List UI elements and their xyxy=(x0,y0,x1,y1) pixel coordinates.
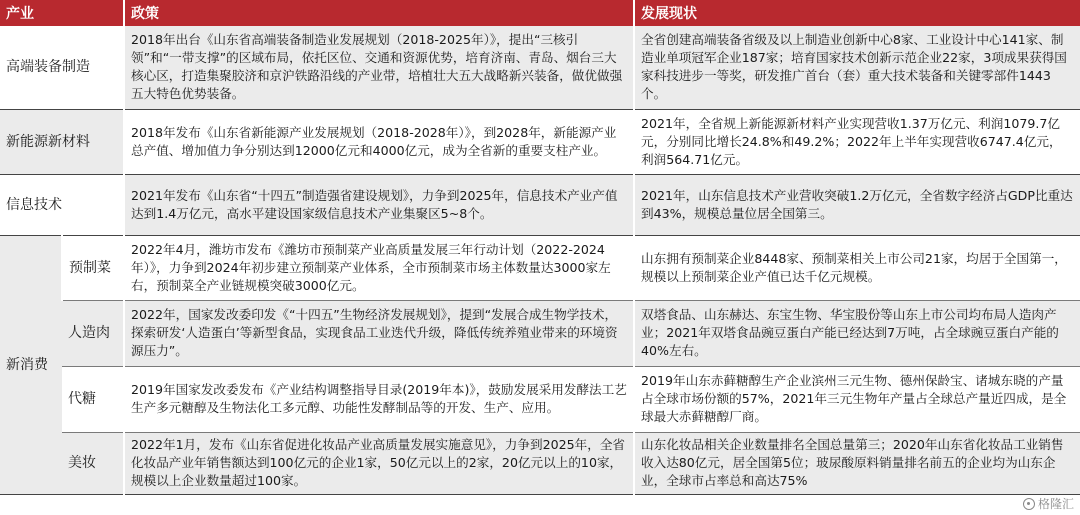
watermark-text: 格隆汇 xyxy=(1037,497,1074,511)
policy-cell: 2022年4月，潍坊市发布《潍坊市预制菜产业高质量发展三年行动计划（2022-2024年）》，力争到2024年初步建立预制菜产业体系，全市预制菜市场主体数量达3000家左右，预制菜全产业链规模突破3000亿元。 xyxy=(124,235,634,300)
group-industry-cell: 新消费 xyxy=(0,235,62,494)
table-row xyxy=(0,432,1080,494)
sub-industry-cell: 预制菜 xyxy=(62,235,124,300)
industry-cell: 高端装备制造 xyxy=(0,26,124,109)
status-cell: 全省创建高端装备省级及以上制造业创新中心8家、工业设计中心141家、制造业单项冠军企业187家；培育国家技术创新示范企业22家，3项成果获得国家科技进步一等奖，研发推广首台（套）重大技术装备和关键零部件1443个。 xyxy=(634,26,1080,109)
policy-cell: 2019年国家发改委发布《产业结构调整指导目录(2019年本)》，鼓励发展采用发酵法工艺生产多元糖醇及生物法化工多元醇、功能性发酵制品等的开发、生产、应用。 xyxy=(124,366,634,432)
policy-cell: 2018年出台《山东省高端装备制造业发展规划（2018-2025年）》，提出“三核引领”和“一带支撑”的区域布局，依托区位、交通和资源优势，培育济南、青岛、烟台三大核心区，打造集聚胶济和京沪铁路沿线的产业带，培植壮大五大战略新兴装备，做优做强五大特色优势装备。 xyxy=(124,26,634,109)
header-industry: 产业 xyxy=(0,0,124,26)
industry-cell: 信息技术 xyxy=(0,174,124,235)
table-row xyxy=(0,366,1080,432)
table-header-row xyxy=(0,0,1080,26)
sub-industry-cell: 代糖 xyxy=(62,366,124,432)
policy-cell: 2022年1月，发布《山东省促进化妆品产业高质量发展实施意见》，力争到2025年，全省化妆品产业年销售额达到100亿元的企业1家，50亿元以上的2家，20亿元以上的10家，规模以上企业数量超过100家。 xyxy=(124,432,634,494)
policy-cell: 2018年发布《山东省新能源产业发展规划（2018-2028年）》，到2028年，新能源产业总产值、增加值力争分别达到12000亿元和4000亿元，成为全省新的重要支柱产业。 xyxy=(124,109,634,174)
industry-cell: 新能源新材料 xyxy=(0,109,124,174)
status-cell: 2019年山东赤藓糖醇生产企业滨州三元生物、德州保龄宝、诸城东晓的产量占全球市场份额的57%，2021年三元生物年产量占全球总产量近四成，是全球最大赤藓糖醇厂商。 xyxy=(634,366,1080,432)
table-row xyxy=(0,109,1080,174)
status-cell: 双塔食品、山东赫达、东宝生物、华宝股份等山东上市公司均布局人造肉产业；2021年双塔食品豌豆蛋白产能已经达到7万吨，占全球豌豆蛋白产能的40%左右。 xyxy=(634,300,1080,366)
table-row xyxy=(0,235,1080,300)
table-row xyxy=(0,26,1080,109)
table-row xyxy=(0,174,1080,235)
status-cell: 2021年，山东信息技术产业营收突破1.2万亿元，全省数字经济占GDP比重达到43%，规模总量位居全国第三。 xyxy=(634,174,1080,235)
header-policy: 政策 xyxy=(124,0,634,26)
header-status: 发展现状 xyxy=(634,0,1080,26)
table-row xyxy=(0,300,1080,366)
sub-industry-cell: 美妆 xyxy=(62,432,124,494)
policy-cell: 2022年，国家发改委印发《“十四五”生物经济发展规划》，提到“发展合成生物学技术，探索研发‘人造蛋白’等新型食品，实现食品工业迭代升级，降低传统养殖业带来的环境资源压力”。 xyxy=(124,300,634,366)
policy-cell: 2021年发布《山东省“十四五”制造强省建设规划》，力争到2025年，信息技术产业产值达到1.4万亿元，高水平建设国家级信息技术产业集聚区5~8个。 xyxy=(124,174,634,235)
status-cell: 2021年，全省规上新能源新材料产业实现营收1.37万亿元、利润1079.7亿元，分别同比增长24.8%和49.2%；2022年上半年实现营收6747.4亿元，利润564.71亿元。 xyxy=(634,109,1080,174)
sub-industry-cell: 人造肉 xyxy=(62,300,124,366)
status-cell: 山东化妆品相关企业数量排名全国总量第三；2020年山东省化妆品工业销售收入达80亿元，居全国第5位；玻尿酸原料销量排名前五的企业均为山东企业，全球市占率总和高达75% xyxy=(634,432,1080,494)
watermark xyxy=(1023,495,1074,512)
status-cell: 山东拥有预制菜企业8448家、预制菜相关上市公司21家，均居于全国第一，规模以上预制菜企业产值已达千亿元规模。 xyxy=(634,235,1080,300)
gelonghui-logo-icon xyxy=(1023,498,1035,510)
